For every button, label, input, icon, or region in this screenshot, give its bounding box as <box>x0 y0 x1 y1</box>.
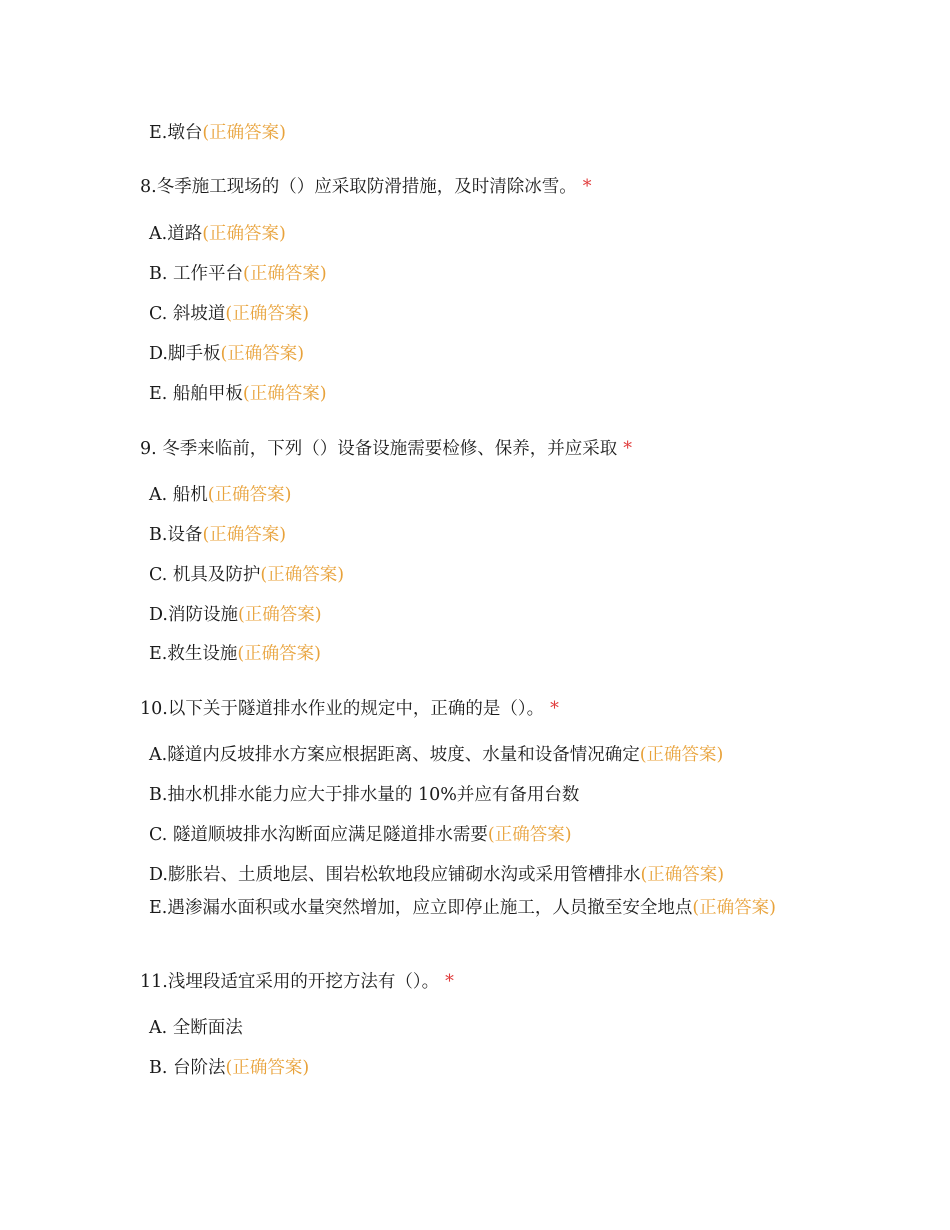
required-asterisk: * <box>550 699 559 719</box>
option-11b[interactable]: B. 台阶法(正确答案) <box>149 1058 310 1078</box>
option-10a[interactable]: A.隧道内反坡排水方案应根据距离、坡度、水量和设备情况确定(正确答案) <box>149 745 724 765</box>
correct-answer-tag: (正确答案) <box>202 123 286 143</box>
option-9b[interactable]: B.设备(正确答案) <box>149 525 287 545</box>
option-9c[interactable]: C. 机具及防护(正确答案) <box>149 565 345 585</box>
correct-answer-tag: (正确答案) <box>202 224 286 244</box>
correct-answer-tag: (正确答案) <box>640 865 725 885</box>
correct-answer-tag: (正确答案) <box>243 264 327 284</box>
correct-answer-tag: (正确答案) <box>639 745 724 765</box>
correct-answer-tag: (正确答案) <box>225 1058 310 1078</box>
correct-answer-tag: (正确答案) <box>220 344 305 364</box>
required-asterisk: * <box>623 439 633 459</box>
option-8b[interactable]: B. 工作平台(正确答案) <box>149 264 327 284</box>
correct-answer-tag: (正确答案) <box>260 565 345 585</box>
option-9e[interactable]: E.救生设施(正确答案) <box>149 644 321 664</box>
correct-answer-tag: (正确答案) <box>237 644 321 664</box>
correct-answer-tag: (正确答案) <box>207 485 292 505</box>
option-8c[interactable]: C. 斜坡道(正确答案) <box>149 304 310 324</box>
option-10e[interactable]: E.遇渗漏水面积或水量突然增加，应立即停止施工，人员撤至安全地点(正确答案) <box>149 898 776 918</box>
correct-answer-tag: (正确答案) <box>692 898 776 918</box>
correct-answer-tag: (正确答案) <box>242 384 327 404</box>
option-8a[interactable]: A.道路(正确答案) <box>149 224 286 244</box>
option-10b[interactable]: B.抽水机排水能力应大于排水量的 10%并应有备用台数 <box>149 785 580 805</box>
correct-answer-tag: (正确答案) <box>237 605 322 625</box>
required-asterisk: * <box>445 972 454 992</box>
option-e-pier[interactable] <box>149 121 286 145</box>
option-10d[interactable]: D.膨胀岩、土质地层、围岩松软地段应铺砌水沟或采用管槽排水(正确答案) <box>149 865 725 885</box>
correct-answer-tag: (正确答案) <box>202 525 287 545</box>
correct-answer-tag: (正确答案) <box>225 304 310 324</box>
question-9-title: 9. 冬季来临前，下列（）设备设施需要检修、保养，并应采取 * <box>140 439 633 459</box>
option-8e[interactable]: E. 船舶甲板(正确答案) <box>149 384 327 404</box>
option-9a[interactable]: A. 船机(正确答案) <box>149 485 292 505</box>
option-8d[interactable]: D.脚手板(正确答案) <box>149 344 305 364</box>
option-text: E.墩台 <box>149 123 203 143</box>
question-8-title: 8.冬季施工现场的（）应采取防滑措施，及时清除冰雪。 * <box>140 177 592 197</box>
question-10-title: 10.以下关于隧道排水作业的规定中，正确的是（）。 * <box>140 699 559 719</box>
required-asterisk: * <box>582 177 592 197</box>
option-11a[interactable]: A. 全断面法 <box>149 1018 243 1038</box>
correct-answer-tag: (正确答案) <box>487 825 572 845</box>
option-9d[interactable]: D.消防设施(正确答案) <box>149 605 322 625</box>
question-11-title: 11.浅埋段适宜采用的开挖方法有（）。 * <box>140 972 454 992</box>
option-10c[interactable]: C. 隧道顺坡排水沟断面应满足隧道排水需要(正确答案) <box>149 825 572 845</box>
